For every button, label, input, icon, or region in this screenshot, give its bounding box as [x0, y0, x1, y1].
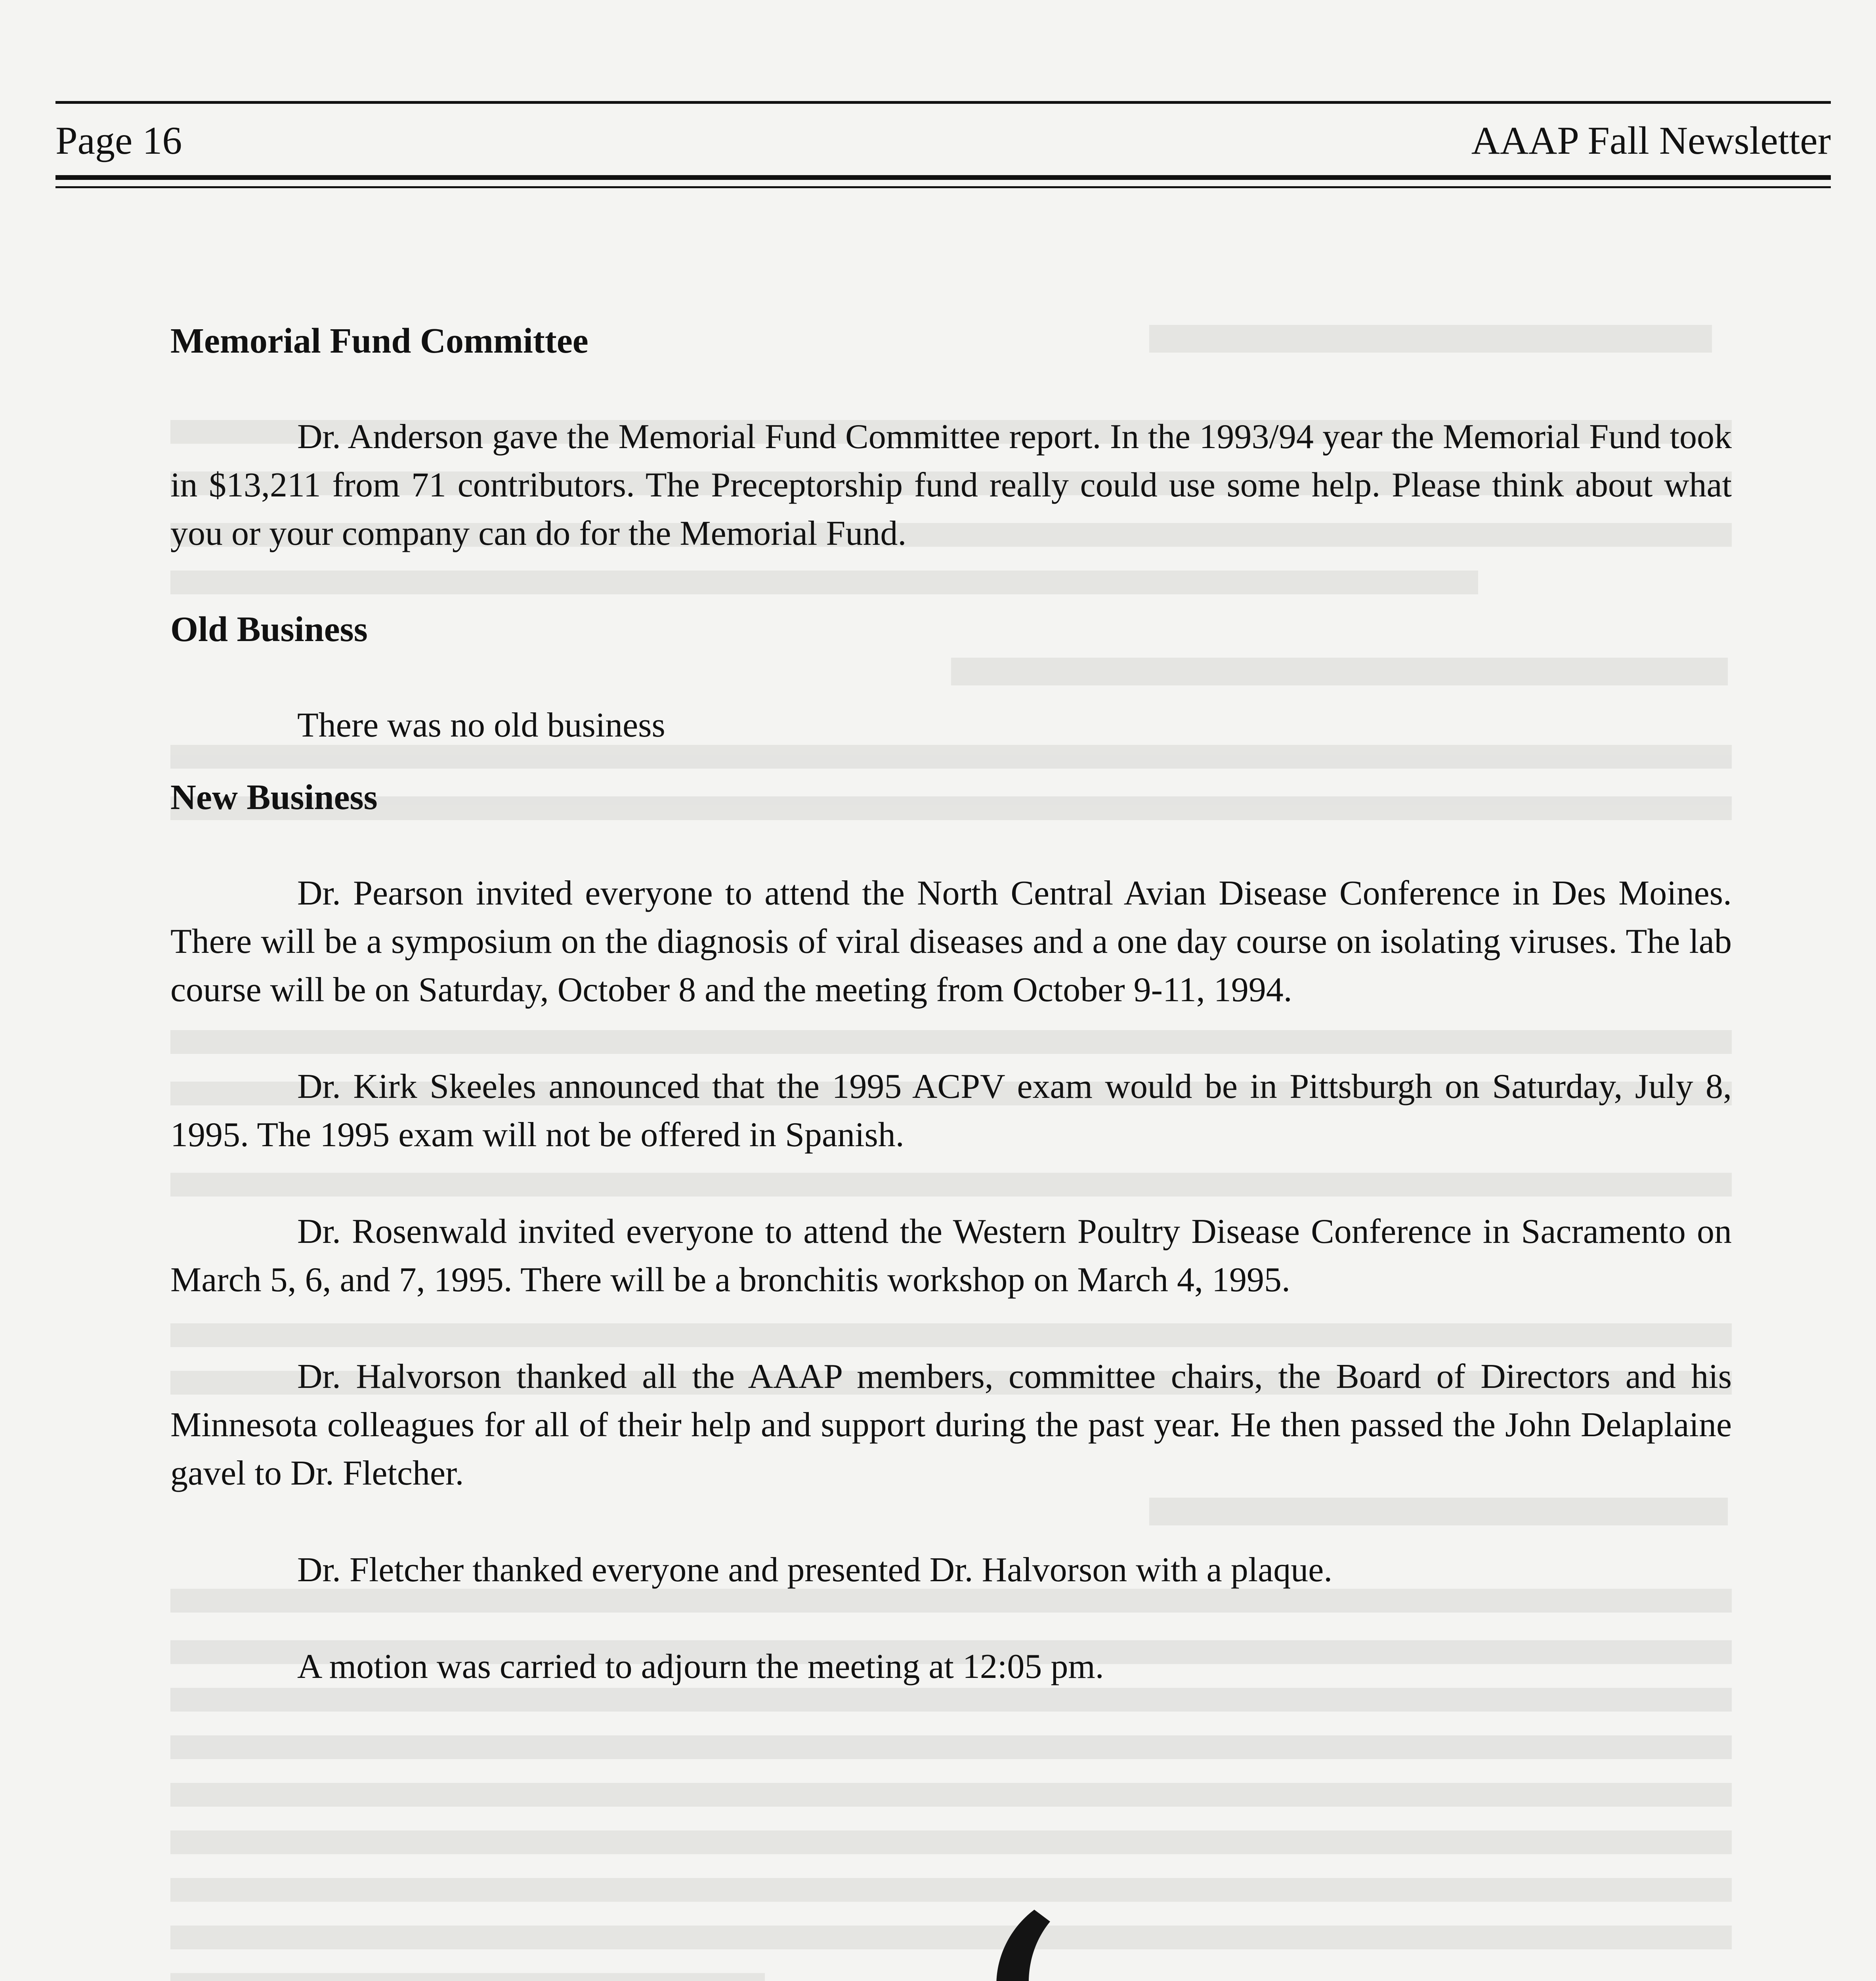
memorial-paragraph: Dr. Anderson gave the Memorial Fund Committee report. In the 1993/94 year the Memorial Fund took in $13,211 from 71 contributors. The Preceptorship fund really could use some help. Please think about what you or your company can do for the Memorial Fund. — [170, 418, 1732, 553]
new-business-paragraph: A motion was carried to adjourn the meeting at 12:05 pm. — [297, 1647, 1104, 1686]
section-heading-new-business: New Business — [170, 778, 378, 817]
old-business-paragraph: There was no old business — [297, 706, 665, 744]
new-business-paragraph: Dr. Halvorson thanked all the AAAP members, committee chairs, the Board of Directors and his Minnesota colleagues for all of their help and support during the past year. He then passed the John Delaplaine gavel to Dr. Fletcher. — [170, 1357, 1732, 1492]
publication-title: AAAP Fall Newsletter — [1471, 118, 1831, 162]
new-business-paragraph: Dr. Fletcher thanked everyone and presented Dr. Halvorson with a plaque. — [297, 1551, 1333, 1589]
section-heading-old-business: Old Business — [170, 610, 368, 649]
pumpkin-icon — [797, 1886, 1240, 1981]
header-rule-thin — [55, 186, 1831, 188]
header-rule-thick — [55, 175, 1831, 180]
page-header — [55, 113, 1831, 168]
top-rule — [55, 101, 1831, 104]
pumpkin-body — [828, 1910, 1209, 1981]
section-heading-memorial: Memorial Fund Committee — [170, 321, 588, 361]
article-body — [170, 317, 1732, 1691]
new-business-paragraph: Dr. Rosenwald invited everyone to attend the Western Poultry Disease Conference in Sacramento on March 5, 6, and 7, 1995. There will be a bronchitis workshop on March 4, 1995. — [170, 1212, 1732, 1299]
page-number: Page 16 — [55, 118, 182, 162]
new-business-paragraph: Dr. Pearson invited everyone to attend the North Central Avian Disease Conference in Des Moines. There will be a symposium on the diagnosis of viral diseases and a one day course on isolating viruses. The lab course will be on Saturday, October 8 and the meeting from October 9-11, 1994. — [170, 874, 1732, 1009]
new-business-paragraph: Dr. Kirk Skeeles announced that the 1995 ACPV exam would be in Pittsburgh on Saturday, July 8, 1995. The 1995 exam will not be offered in Spanish. — [170, 1067, 1732, 1154]
